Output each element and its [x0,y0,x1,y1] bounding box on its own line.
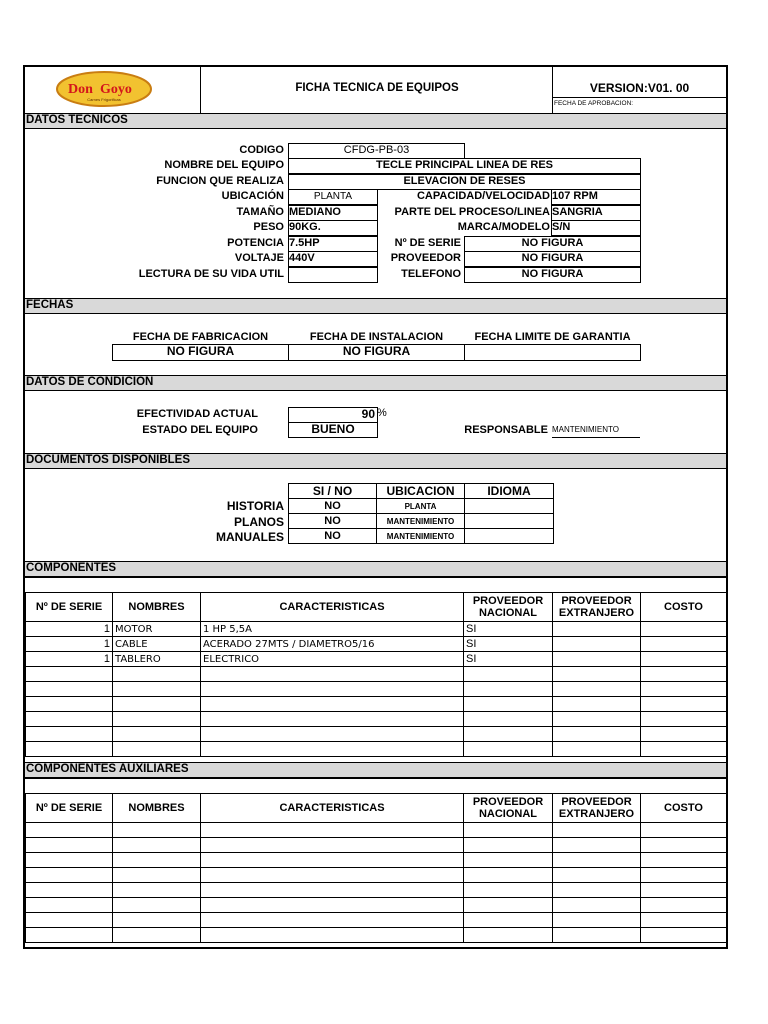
aux-component-cell-proveedor-extranjero[interactable] [553,883,641,898]
aux-component-cell-caracteristicas[interactable] [201,928,464,943]
component-cell-serie[interactable] [26,727,113,742]
aux-component-cell-costo[interactable] [641,913,727,928]
aux-component-cell-nombres[interactable] [113,868,201,883]
aux-component-cell-caracteristicas[interactable] [201,823,464,838]
component-cell-serie[interactable] [26,697,113,712]
capacidad-field[interactable]: 107 RPM [551,189,641,205]
component-cell-serie[interactable]: 1 [26,637,113,652]
component-header-caracteristicas: CARACTERISTICAS [201,593,464,622]
doc-header-idioma: IDIOMA [465,484,554,499]
fecha-fabricacion-field[interactable]: NO FIGURA [112,344,289,361]
aux-component-cell-costo[interactable] [641,883,727,898]
aux-component-cell-caracteristicas[interactable] [201,898,464,913]
component-cell-serie[interactable]: 1 [26,652,113,667]
logo-tagline: Carnes Frigorificas [87,97,121,102]
component-cell-serie[interactable] [26,682,113,697]
aux-component-cell-serie[interactable] [26,823,113,838]
fecha-fabricacion-label: FECHA DE FABRICACION [132,331,269,343]
potencia-field[interactable]: 7.5HP [288,236,378,252]
proveedor-field[interactable]: NO FIGURA [464,251,641,267]
doc-row-manuales [289,529,554,544]
doc-manuales-si-no[interactable]: NO [289,529,377,544]
component-cell-nombres[interactable]: MOTOR [113,622,201,637]
aux-component-cell-proveedor-nacional[interactable] [464,928,553,943]
component-cell-nombres[interactable] [113,712,201,727]
aux-component-cell-serie[interactable] [26,853,113,868]
aux-component-header-costo: COSTO [641,794,727,823]
component-cell-caracteristicas[interactable]: 1 HP 5,5A [201,622,464,637]
aux-component-row [26,928,727,943]
component-header-serie: Nº DE SERIE [26,593,113,622]
component-cell-caracteristicas[interactable]: ACERADO 27MTS / DIAMETRO5/16 [201,637,464,652]
component-row [26,742,727,757]
aux-component-cell-costo[interactable] [641,868,727,883]
aux-component-cell-proveedor-extranjero[interactable] [553,913,641,928]
aux-component-cell-costo[interactable] [641,823,727,838]
doc-row-historia [289,499,554,514]
aux-component-cell-nombres[interactable] [113,838,201,853]
documents-table [288,483,554,544]
component-cell-serie[interactable] [26,742,113,757]
aux-component-cell-caracteristicas[interactable] [201,853,464,868]
component-row [26,667,727,682]
marca-field[interactable]: S/N [551,220,641,236]
aux-component-cell-caracteristicas[interactable] [201,913,464,928]
component-cell-proveedor-extranjero[interactable] [553,667,641,682]
aux-component-row [26,823,727,838]
doc-header-ubicacion: UBICACION [377,484,465,499]
component-cell-nombres[interactable]: CABLE [113,637,201,652]
component-cell-costo[interactable] [641,682,727,697]
aux-component-cell-proveedor-nacional[interactable] [464,883,553,898]
component-row [26,682,727,697]
estado-field[interactable]: BUENO [288,422,378,438]
aux-component-cell-nombres[interactable] [113,883,201,898]
component-cell-proveedor-nacional[interactable] [464,697,553,712]
doc-row-planos [289,514,554,529]
funcion-field[interactable]: ELEVACION DE RESES [288,174,641,190]
responsable-field[interactable]: MANTENIMIENTO [552,423,640,438]
ubicacion-label: UBICACIÓN [221,190,284,202]
component-row [26,697,727,712]
nombre-label: NOMBRE DEL EQUIPO [164,159,284,171]
marca-label: MARCA/MODELO [457,221,550,233]
parte-field[interactable]: SANGRIA [551,205,641,221]
section-auxiliares: COMPONENTES AUXILIARES [25,762,726,778]
doc-historia-idioma[interactable] [465,499,554,514]
component-cell-proveedor-nacional[interactable]: SI [464,637,553,652]
component-cell-costo[interactable] [641,727,727,742]
aux-component-row [26,898,727,913]
company-logo [55,69,153,109]
aux-component-cell-caracteristicas[interactable] [201,868,464,883]
component-cell-caracteristicas[interactable] [201,712,464,727]
component-cell-costo[interactable] [641,697,727,712]
section-datos-tecnicos: DATOS TECNICOS [25,113,726,129]
capacidad-label: CAPACIDAD/VELOCIDAD [416,190,550,202]
aux-component-row [26,883,727,898]
fecha-instalacion-field[interactable]: NO FIGURA [288,344,465,361]
aux-component-cell-serie[interactable] [26,898,113,913]
tamano-field[interactable]: MEDIANO [288,205,378,221]
fecha-instalacion-label: FECHA DE INSTALACION [309,331,444,343]
aux-component-cell-proveedor-nacional[interactable] [464,913,553,928]
aux-component-cell-serie[interactable] [26,838,113,853]
aux-component-cell-costo[interactable] [641,928,727,943]
component-cell-proveedor-nacional[interactable] [464,742,553,757]
codigo-field[interactable]: CFDG-PB-03 [288,143,465,159]
estado-label: ESTADO DEL EQUIPO [142,424,258,436]
ubicacion-field[interactable]: PLANTA [288,189,378,205]
aux-component-cell-serie[interactable] [26,868,113,883]
aux-component-cell-nombres[interactable] [113,898,201,913]
component-cell-costo[interactable] [641,742,727,757]
tamano-label: TAMAÑO [236,206,284,218]
vida-label: LECTURA DE SU VIDA UTIL [138,268,284,280]
component-cell-serie[interactable] [26,667,113,682]
component-cell-serie[interactable] [26,712,113,727]
component-cell-caracteristicas[interactable] [201,742,464,757]
doc-label-historia: HISTORIA [226,499,284,513]
aux-component-row [26,868,727,883]
doc-label-planos: PLANOS [233,515,284,529]
aux-component-cell-proveedor-nacional[interactable] [464,838,553,853]
aux-component-cell-proveedor-extranjero[interactable] [553,868,641,883]
component-cell-proveedor-nacional[interactable] [464,727,553,742]
component-cell-proveedor-extranjero[interactable] [553,652,641,667]
efectividad-field[interactable] [288,407,378,423]
component-cell-costo[interactable] [641,712,727,727]
aux-component-header-serie: Nº DE SERIE [26,794,113,823]
aux-component-header-caracteristicas: CARACTERISTICAS [201,794,464,823]
section-condicion: DATOS DE CONDICION [25,375,726,391]
component-cell-nombres[interactable] [113,682,201,697]
doc-historia-ubicacion[interactable]: PLANTA [377,499,465,514]
component-cell-costo[interactable] [641,622,727,637]
doc-historia-si-no[interactable]: NO [289,499,377,514]
component-row [26,712,727,727]
component-header-proveedor-nacional: PROVEEDOR NACIONAL [464,593,553,622]
efectividad-label: EFECTIVIDAD ACTUAL [136,408,258,420]
component-header-nombres: NOMBRES [113,593,201,622]
component-cell-costo[interactable] [641,667,727,682]
aux-component-cell-proveedor-extranjero[interactable] [553,853,641,868]
aux-component-cell-nombres[interactable] [113,928,201,943]
aux-component-cell-costo[interactable] [641,898,727,913]
aux-component-cell-proveedor-extranjero[interactable] [553,928,641,943]
approval-date-label: FECHA DE APROBACION: [554,100,634,107]
component-cell-serie[interactable]: 1 [26,622,113,637]
funcion-label: FUNCION QUE REALIZA [156,175,284,187]
component-cell-caracteristicas[interactable] [201,667,464,682]
version-divider [553,97,726,98]
component-cell-nombres[interactable] [113,697,201,712]
spacer-line-2 [25,778,726,779]
fecha-garantia-label: FECHA LIMITE DE GARANTIA [474,331,631,343]
aux-component-header-row [26,794,727,823]
component-cell-nombres[interactable] [113,742,201,757]
component-cell-proveedor-extranjero[interactable] [553,682,641,697]
component-cell-proveedor-nacional[interactable] [464,712,553,727]
component-cell-proveedor-nacional[interactable]: SI [464,622,553,637]
peso-label: PESO [253,221,284,233]
aux-component-cell-caracteristicas[interactable] [201,838,464,853]
aux-component-cell-nombres[interactable] [113,913,201,928]
component-cell-caracteristicas[interactable]: ELECTRICO [201,652,464,667]
component-cell-proveedor-extranjero[interactable] [553,637,641,652]
efectividad-unit: % [377,407,387,419]
section-documentos: DOCUMENTOS DISPONIBLES [25,453,726,469]
voltaje-label: VOLTAJE [234,252,284,264]
aux-component-cell-costo[interactable] [641,838,727,853]
component-cell-caracteristicas[interactable] [201,682,464,697]
aux-component-cell-proveedor-extranjero[interactable] [553,838,641,853]
spacer-line [25,577,726,578]
page-title: FICHA TECNICA DE EQUIPOS [295,82,459,94]
parte-label: PARTE DEL PROCESO/LINEA [394,206,550,218]
component-cell-caracteristicas[interactable] [201,727,464,742]
technical-sheet [23,65,728,949]
telefono-field[interactable]: NO FIGURA [464,267,641,283]
doc-planos-si-no[interactable]: NO [289,514,377,529]
component-row [26,727,727,742]
aux-component-header-nombres: NOMBRES [113,794,201,823]
section-componentes: COMPONENTES [25,561,726,577]
component-cell-proveedor-extranjero[interactable] [553,697,641,712]
component-cell-nombres[interactable] [113,667,201,682]
component-cell-caracteristicas[interactable] [201,697,464,712]
serie-label: Nº DE SERIE [394,237,461,249]
doc-manuales-idioma[interactable] [465,529,554,544]
component-row [26,637,727,652]
doc-header-si-no: SI / NO [289,484,377,499]
aux-component-cell-proveedor-nacional[interactable] [464,898,553,913]
aux-component-row [26,838,727,853]
component-header-row [26,593,727,622]
section-fechas: FECHAS [25,298,726,314]
aux-component-row [26,853,727,868]
documents-header-row [289,484,554,499]
component-cell-nombres[interactable]: TABLERO [113,652,201,667]
aux-component-cell-nombres[interactable] [113,823,201,838]
doc-label-manuales: MANUALES [216,530,284,544]
logo-word-1: Don [68,82,93,97]
component-row [26,652,727,667]
aux-component-cell-serie[interactable] [26,883,113,898]
component-cell-nombres[interactable] [113,727,201,742]
component-cell-proveedor-extranjero[interactable] [553,712,641,727]
aux-components-table [25,793,727,943]
aux-component-cell-nombres[interactable] [113,853,201,868]
component-header-proveedor-extranjero: PROVEEDOR EXTRANJERO [553,593,641,622]
doc-manuales-ubicacion[interactable]: MANTENIMIENTO [377,529,465,544]
component-cell-costo[interactable] [641,652,727,667]
aux-component-cell-proveedor-extranjero[interactable] [553,898,641,913]
doc-planos-ubicacion[interactable]: MANTENIMIENTO [377,514,465,529]
component-row [26,622,727,637]
aux-component-cell-serie[interactable] [26,913,113,928]
component-cell-costo[interactable] [641,637,727,652]
component-cell-proveedor-nacional[interactable]: SI [464,652,553,667]
header [25,67,726,114]
aux-component-header-proveedor-extranjero: PROVEEDOR EXTRANJERO [553,794,641,823]
aux-component-cell-proveedor-extranjero[interactable] [553,823,641,838]
peso-field[interactable]: 90KG. [288,220,378,236]
component-cell-proveedor-extranjero[interactable] [553,742,641,757]
potencia-label: POTENCIA [227,237,284,249]
version-label: VERSION:V01. 00 [589,81,690,95]
aux-component-cell-proveedor-nacional[interactable] [464,853,553,868]
vida-field[interactable] [288,267,378,283]
component-cell-proveedor-extranjero[interactable] [553,727,641,742]
fecha-garantia-field[interactable] [464,344,641,361]
aux-component-cell-serie[interactable] [26,928,113,943]
proveedor-label: PROVEEDOR [390,252,461,264]
aux-component-cell-caracteristicas[interactable] [201,883,464,898]
nombre-field[interactable]: TECLE PRINCIPAL LINEA DE RES [288,158,641,174]
codigo-label: CODIGO [239,144,284,156]
aux-component-cell-proveedor-nacional[interactable] [464,868,553,883]
responsable-label: RESPONSABLE [464,424,548,436]
components-table [25,592,727,757]
aux-component-cell-costo[interactable] [641,853,727,868]
component-header-costo: COSTO [641,593,727,622]
aux-component-header-proveedor-nacional: PROVEEDOR NACIONAL [464,794,553,823]
component-cell-proveedor-nacional[interactable] [464,667,553,682]
voltaje-field[interactable]: 440V [288,251,378,267]
doc-planos-idioma[interactable] [465,514,554,529]
telefono-label: TELEFONO [401,268,461,280]
component-cell-proveedor-extranjero[interactable] [553,622,641,637]
component-cell-proveedor-nacional[interactable] [464,682,553,697]
efectividad-value: 90 [361,407,375,421]
serie-field[interactable]: NO FIGURA [464,236,641,252]
aux-component-row [26,913,727,928]
aux-component-cell-proveedor-nacional[interactable] [464,823,553,838]
logo-word-2: Goyo [100,82,132,97]
